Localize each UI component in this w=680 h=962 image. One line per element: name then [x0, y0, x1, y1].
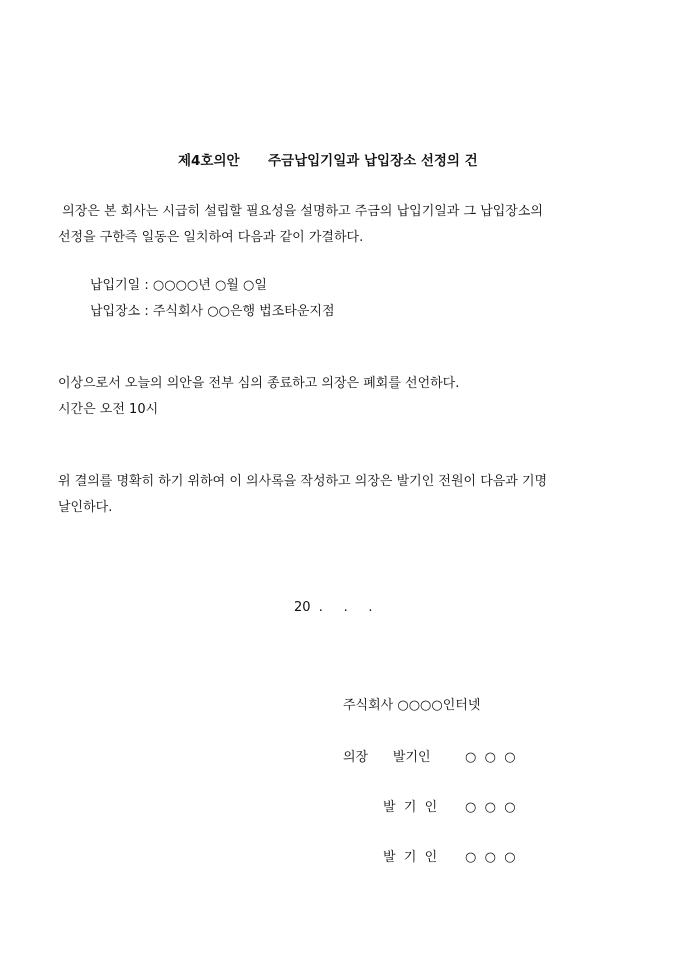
paragraph-3-line-1: 위 결의를 명확히 하기 위하여 이 의사록을 작성하고 의장은 발기인 전원이 다음과 기명: [58, 474, 548, 489]
signature-role: 발 기 인: [383, 850, 438, 865]
signature-name: ○ ○ ○: [465, 850, 516, 865]
signature-name: ○ ○ ○: [465, 750, 516, 765]
agenda-title: 주금납입기일과 납입장소 선정의 건: [268, 153, 478, 169]
meeting-date: 20 . . .: [294, 600, 373, 615]
signature-row-promoter-2: [383, 846, 516, 865]
payment-place-line: 납입장소 : 주식회사 ○○은행 법조타운지점: [90, 304, 335, 319]
paragraph-2-line-1: 이상으로서 오늘의 의안을 전부 심의 종료하고 의장은 폐회를 선언하다.: [58, 376, 460, 391]
signature-row-chair: [343, 746, 516, 765]
paragraph-1-line-1: 의장은 본 회사는 시급히 설립할 필요성을 설명하고 주금의 납입기일과 그 납입장소의: [58, 204, 543, 219]
paragraph-1-line-2: 선정을 구한즉 일동은 일치하여 다음과 같이 가결하다.: [58, 230, 364, 245]
paragraph-3-line-2: 날인하다.: [58, 500, 113, 515]
payment-date-line: 납입기일 : ○○○○년 ○월 ○일: [90, 278, 267, 293]
signature-role: 의장 발기인: [343, 750, 431, 765]
paragraph-2-line-2: 시간은 오전 10시: [58, 402, 159, 417]
signature-name: ○ ○ ○: [465, 800, 516, 815]
company-name: 주식회사 ○○○○인터넷: [343, 698, 481, 713]
signature-row-promoter-1: [383, 796, 516, 815]
signature-role: 발 기 인: [383, 800, 438, 815]
agenda-item-number: 제4호의안: [178, 153, 240, 169]
